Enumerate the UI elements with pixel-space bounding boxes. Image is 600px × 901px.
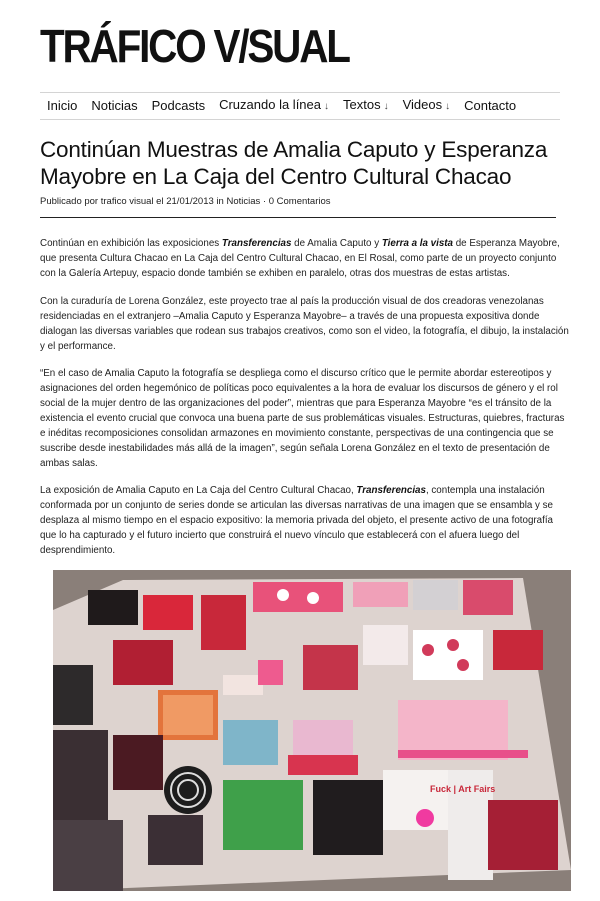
nav-item-cruzando-la-linea[interactable] (212, 92, 336, 120)
category-link[interactable]: Noticias (226, 196, 261, 207)
post-meta (40, 196, 560, 207)
text-run: La exposición de Amalia Caputo en La Caja del Centro Cultural Chacao, (40, 485, 357, 496)
comments-link[interactable]: 0 Comentarios (268, 196, 331, 207)
nav-label: Cruzando la línea (219, 97, 321, 112)
text-run: de Esperanza Mayobre, que presenta Cultura Chacao en La Caja del Centro Cultural Chacao, en El Rosal, como parte de un proyecto conjunto con la Galería Artepuy, espacio donde también se exhiben en paralelo, otras dos muestras de estas artistas. (40, 238, 560, 279)
meta-prefix: Publicado por (40, 196, 101, 207)
divider (40, 217, 556, 218)
nav-label: Videos (402, 97, 443, 112)
meta-date-prefix: el (153, 196, 167, 207)
nav-item-contacto[interactable] (457, 93, 523, 119)
nav-item-noticias[interactable] (84, 93, 144, 119)
article-title: Continúan Muestras de Amalia Caputo y Esperanza Mayobre en La Caja del Centro Cultural Chacao (40, 137, 548, 189)
nav-item-inicio[interactable] (40, 93, 84, 119)
meta-separator: · (260, 196, 269, 207)
dropdown-arrow-icon: ↓ (324, 101, 329, 112)
exhibition-title: Transferencias (221, 238, 292, 249)
installation-photo[interactable] (53, 570, 571, 891)
main-nav (40, 92, 560, 120)
author-link[interactable]: trafico visual (100, 196, 154, 207)
nav-item-podcasts[interactable] (145, 93, 212, 119)
photo-sign-text: Fuck | Art Fairs (430, 784, 496, 794)
article-paragraph-3: “En el caso de Amalia Caputo la fotografía se despliega como el discurso crítico que le permite abordar estereotipos y asignaciones del orden hegemónico de políticas poco equivalentes a la hora de evaluar los discursos de género y el rol social de la mujer dentro de las organizaciones del poder”, mientras que para Esperanza Mayobre “es el tránsito de la existencia el evento crucial que convoca una buena parte de sus problemáticas visuales. Estructuras, quiebres, fracturas e inéditas recomposiciones consolidan armazones en movimiento constante, perspectivas de una contingencia que se suscribe desde inestabilidades más allá de la imagen”, según señala Lorena González en el texto de presentación de ambas salas. (40, 368, 565, 469)
nav-item-textos[interactable] (336, 92, 396, 120)
dropdown-arrow-icon: ↓ (445, 101, 451, 112)
exhibition-title: Transferencias (356, 485, 426, 496)
meta-category-prefix: in (213, 196, 227, 207)
nav-label: Contacto (464, 98, 517, 113)
nav-label: Inicio (47, 98, 78, 113)
site-logo[interactable]: TRÁFICO V/SUAL (40, 20, 349, 72)
post-date: 21/01/2013 (166, 196, 214, 207)
article-paragraph-4 (40, 483, 570, 558)
dropdown-arrow-icon: ↓ (383, 101, 389, 112)
nav-label: Noticias (91, 98, 138, 113)
installation-photo-art (53, 570, 571, 891)
text-run: Continúan en exhibición las exposiciones (40, 238, 222, 249)
text-run: de Amalia Caputo y (291, 238, 382, 249)
text-run: , contempla una instalación conformada por un conjunto de series donde se articulan las diversas narrativas de una imagen que se ensambla y se desplaza al mismo tiempo en el espacio expositivo: la memoria privada del objeto, el presente activo de una fotografía que lo ha capturado y el futuro incierto que construirá el nuevo vínculo que establecerá con el afuera luego del desprendimiento. (40, 485, 554, 556)
exhibition-title: Tierra a la vista (381, 238, 454, 249)
nav-label: Podcasts (151, 98, 206, 113)
nav-item-videos[interactable] (396, 92, 458, 120)
nav-label: Textos (343, 97, 381, 112)
article-paragraph-2: Con la curaduría de Lorena González, este proyecto trae al país la producción visual de dos creadoras venezolanas residenciadas en el extranjero –Amalia Caputo y Esperanza Mayobre– a través de una propuesta expositiva donde dialogan las diversas variables que rodean sus trabajos creativos, como son el video, la fotografía, el dibujo, la instalación y el performance. (40, 296, 569, 352)
article-paragraph-1 (40, 236, 570, 281)
